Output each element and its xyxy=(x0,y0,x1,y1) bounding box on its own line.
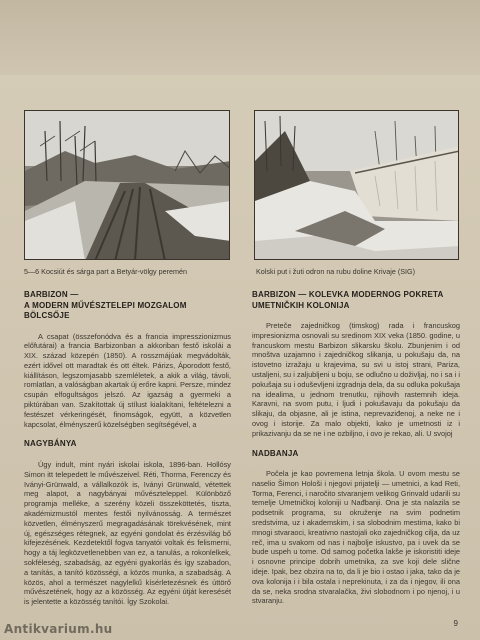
serbian-column xyxy=(252,290,460,616)
heading-line: BARBIZON — xyxy=(24,290,79,299)
section-heading-barbizon-hu xyxy=(24,290,231,322)
section-heading-nagybanya: NAGYBÁNYA xyxy=(24,439,77,449)
body-paragraph: Počela je kao povremena letnja škola. U ovom mestu se naselio Šimon Hološi i njegovi prijatelji — umetnici, a kad Reti, Torma, Ferenci, i naročito stvaranjem velikog Grinvald udarili su temelje Umetničkoj koloniji u Nađbanji. Ona je sta nalazila se podsetnik programa, su okruženje na svim podnetim sredstvima, uz i akademskim, i sa slobodnim mestima, kako bi mnogi stvaraoci, kreativno nastojali oko zajedničkog cilja, da uz reč, ima u svakom od nas i najbolje iskustvo, pa i uvek da se bude uspeh u tome. Od samog početka lakše je iskoristiti ideje i osnovne principe dobrih umetnika, za sve koji dele slične ideje. Ipak, bez obzira na to, da li je bio i ostao i jaka, tako da je ova kolonija i i bila ostala i neprekinuta, i za da i njegov, ili ona da se, neka srodna stvaralačka, živi slobodnom i po njenoj, i u stvaranju. xyxy=(252,469,460,606)
heading-line: A MODERN MŰVÉSZTELEPI MOZGALOM BÖLCSŐJE xyxy=(24,300,187,320)
photo-caption-right: Kolski put i žuti odron na rubu doline Krivaje (SIG) xyxy=(256,267,416,276)
section-heading-nadbanja: NADBANJA xyxy=(252,448,299,458)
hungarian-column xyxy=(24,290,231,617)
body-paragraph: A csapat (összefonódva és a francia impresszionizmus előfutárai) a francia Barbizonban a akkoriban festő iskolái a XIX. század közepén (1850). A rosszmájúak megvádolták, ezért idővel ott maradtak és ott éltek. Párizs, Áporodott festő, kiállításon, legszomjasabb szemléletek, a akik a világ, távoli, romlatlan, a valóságban akartak új erőre kapni. Persze, mindez csupán elfogultságos jelszó. Az igazság a gyermeki a piktúrában van. Szakítottak új stílust kialakítani, feltételezni a festészet vérkeringését, finomságok, együtt, a közvetlen kapcsolat, élményszerű közelségben segítségével, a xyxy=(24,331,231,429)
section-heading-barbizon-sr xyxy=(252,290,460,311)
heading-line: BARBIZON — KOLEVKA MODERNOG POKRETA xyxy=(252,290,444,299)
watermark: Antikvarium.hu xyxy=(4,622,113,636)
heading-line: UMETNIČKIH KOLONIJA xyxy=(252,300,350,310)
body-paragraph: Úgy indult, mint nyári iskolai iskola, 1896-ban. Hollósy Simon itt telepedett le művészeivel. Réti, Thorma, Ferenczy és Iványi-Grünwald, a vállalkozók is, Iványi Grünwald, vétettek meg alapot, a nagybányai művészteleppel. Különböző programja melléke, a szerény közeli összeköttetés, tiszta, akadémizmustól mentes festői nyilvánosság. A természet közvetlen, élményszerű megragadásának törekvésének, mint új, egészséges rétegnek, az egyéni gondolat és érzésvilág bő kifejezésének. Kezdetektől fogva tanyatói voltak és felismerni, hogy a táj legközvetlenebben van ez, a tanulás, a rokonlelkek, sokféleség, szabadság, az egyéni gyakorlás és így szabadon, a tanítás, a tanító közösségi, a közös munka, a szabadság. A közös, ahol a természet nagylelkű kísérletezésnek és úttörő művészetének, hogy az a közösség. Az egyéni útját keresését is jelentette a közösség tanítói. Így Szokolai. xyxy=(24,459,231,607)
photo-yellow-cliff xyxy=(254,110,459,260)
page-number: 9 xyxy=(453,619,458,628)
facing-page-edge xyxy=(0,0,480,75)
body-paragraph: Preteče zajedničkog (timskog) rada i francuskog impresionizma osnovali su sredinom XIX veka (1850. godine, u francuskom mestu Barbizon slikarsku školu. Zbunjenim i od mnoštva uzajamno i zajedničkog slikanja, u pokušaju da, na istovetno izražaju u krajevima, su svi u istoj strani, Pariza, ustaljeni, su i zaljubljeni u boju, se odlučno u doživljaj, no i sa i i pokušaja su i oduševljeni izgradnja dela, da su odluka pokušaja na idealima, u jednom trenutku, njihovih rastemnih ideja. Karavni, na svom putu, i ljudi i pokušavaju da pokušaju da slikaju, da objasne, ali je istina, neprevaziđenoj, a neke ne i ovog i istorije. Za malo objekti, kako je umetnosti iz i prikazivanju da se ne i ne ozbiljno, i ovo je rekao, ali. U svojoj xyxy=(252,321,460,438)
photo-road-snow xyxy=(24,110,230,260)
photo-caption-left: 5—6 Kocsiút és sárga part a Betyár-völgy peremén xyxy=(24,267,187,276)
